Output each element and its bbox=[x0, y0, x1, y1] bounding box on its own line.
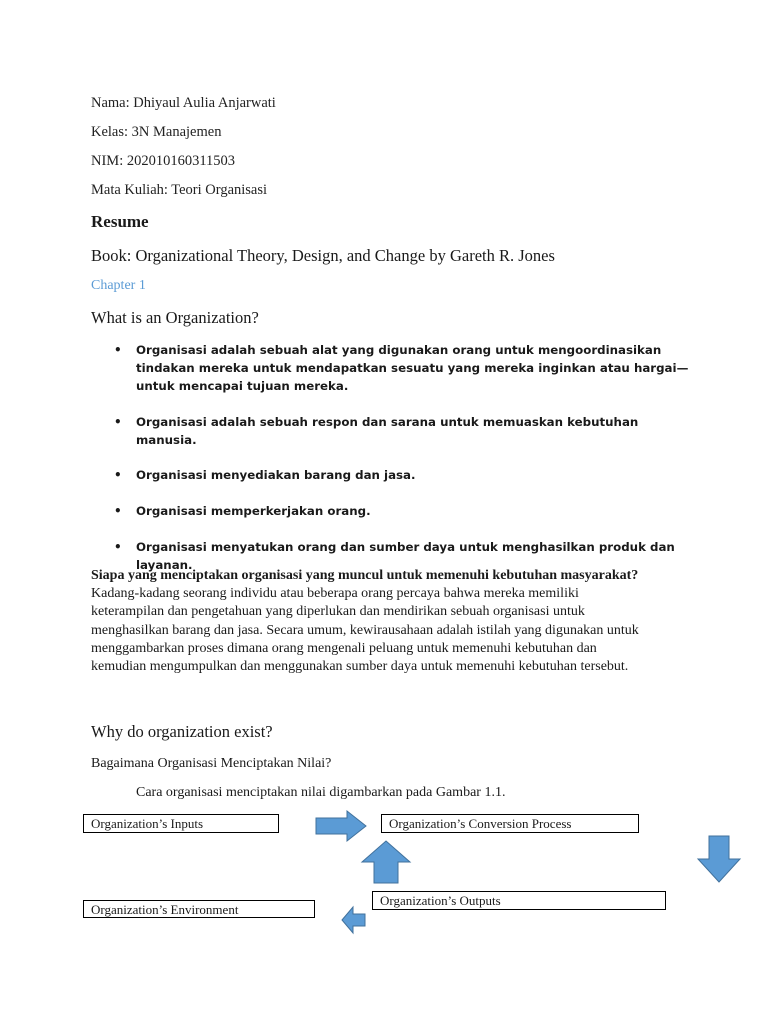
list-item bbox=[110, 341, 690, 395]
arrow-down-icon bbox=[698, 835, 742, 883]
list-item bbox=[110, 413, 690, 449]
bullet-text: Organisasi memperkerjakan orang. bbox=[136, 504, 371, 518]
arrow-right-icon bbox=[315, 810, 367, 842]
bullet-text: Organisasi menyatukan orang dan sumber daya untuk menghasilkan produk dan layanan. bbox=[136, 540, 675, 572]
section-subheading: Bagaimana Organisasi Menciptakan Nilai? bbox=[91, 756, 332, 771]
bullet-icon: • bbox=[114, 415, 122, 429]
list-item bbox=[110, 466, 690, 484]
resume-title: Resume bbox=[91, 212, 149, 231]
list-item bbox=[110, 502, 690, 520]
entrepreneurship-paragraph bbox=[91, 567, 647, 676]
section-heading-why-exist: Why do organization exist? bbox=[91, 722, 273, 741]
arrow-left-icon bbox=[341, 906, 367, 934]
bullet-icon: • bbox=[114, 343, 122, 357]
bullet-icon: • bbox=[114, 504, 122, 518]
course-name: Mata Kuliah: Teori Organisasi bbox=[91, 182, 268, 198]
bullet-icon: • bbox=[114, 540, 122, 554]
arrow-up-shape bbox=[362, 841, 410, 883]
student-id: NIM: 202010160311503 bbox=[91, 153, 236, 169]
book-title: Book: Organizational Theory, Design, and Change by Gareth R. Jones bbox=[91, 246, 555, 265]
bullet-text: Organisasi adalah sebuah respon dan sarana untuk memuaskan kebutuhan manusia. bbox=[136, 415, 639, 447]
bullet-icon: • bbox=[114, 468, 122, 482]
chapter-label: Chapter 1 bbox=[91, 278, 146, 293]
student-class: Kelas: 3N Manajemen bbox=[91, 124, 222, 140]
arrow-down-shape bbox=[698, 836, 740, 882]
student-name: Nama: Dhiyaul Aulia Anjarwati bbox=[91, 95, 276, 111]
diagram-box-environment: Organization’s Environment bbox=[83, 900, 315, 918]
bullet-text: Organisasi menyediakan barang dan jasa. bbox=[136, 468, 416, 482]
arrow-right-shape bbox=[316, 811, 366, 841]
bullet-text: Organisasi adalah sebuah alat yang digunakan orang untuk mengoordinasikan tindakan mereka untuk mendapatkan sesuatu yang mereka inginkan atau hargai—untuk mencapai tujuan mereka. bbox=[136, 343, 689, 393]
organization-bullet-list bbox=[110, 341, 690, 574]
section-heading-what-is-organization: What is an Organization? bbox=[91, 308, 259, 327]
arrow-up-icon bbox=[362, 840, 412, 884]
diagram-box-conversion: Organization’s Conversion Process bbox=[381, 814, 639, 833]
paragraph-bold-question: Siapa yang menciptakan organisasi yang muncul untuk memenuhi kebutuhan masyarakat? bbox=[91, 568, 639, 583]
diagram-intro: Cara organisasi menciptakan nilai digambarkan pada Gambar 1.1. bbox=[136, 785, 506, 800]
diagram-box-inputs: Organization’s Inputs bbox=[83, 814, 279, 833]
arrow-left-shape bbox=[342, 907, 365, 933]
paragraph-body: Kadang-kadang seorang individu atau beberapa orang percaya bahwa mereka memiliki keterampilan dan pengetahuan yang diperlukan dan mendirikan sebuah organisasi untuk menghasilkan barang dan jasa. Secara umum, kewirausahaan adalah istilah yang digunakan untuk menggambarkan proses dimana orang mengenali peluang untuk memenuhi kebutuhan dan kemudian mengumpulkan dan menggunakan sumber daya untuk memenuhi kebutuhan tersebut. bbox=[91, 586, 639, 675]
diagram-box-outputs: Organization’s Outputs bbox=[372, 891, 666, 910]
